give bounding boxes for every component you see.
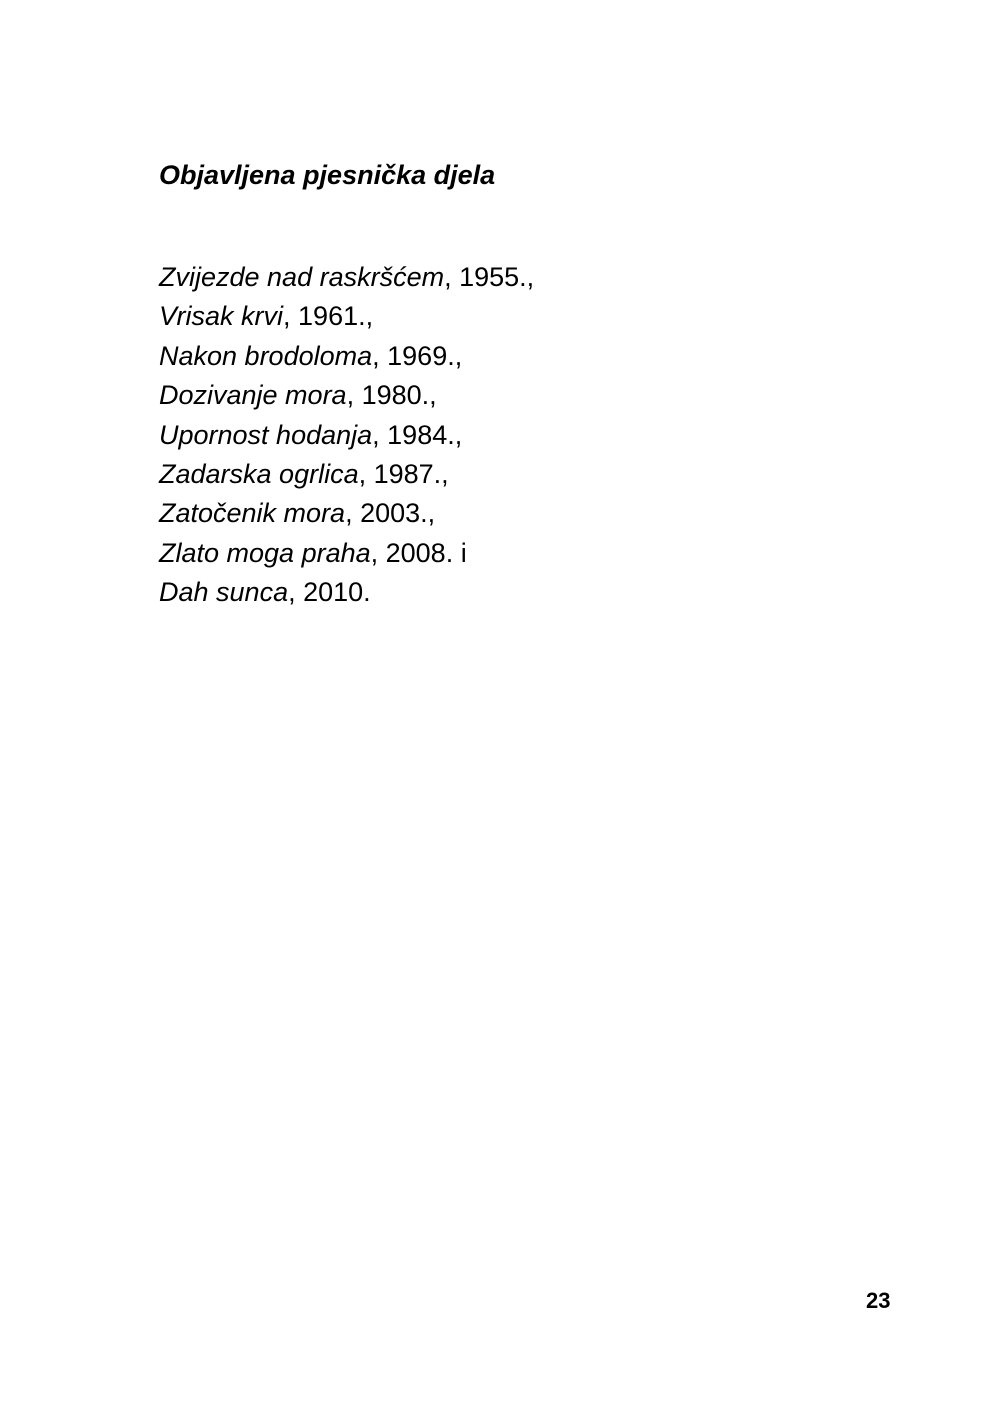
- list-item: [159, 297, 534, 336]
- work-title: Zatočenik mora: [159, 498, 346, 529]
- work-year: , 2010.: [288, 577, 371, 608]
- work-title: Dozivanje mora: [159, 380, 347, 411]
- page-number: 23: [866, 1288, 891, 1313]
- list-item: [159, 573, 534, 612]
- work-title: Nakon brodoloma: [159, 340, 373, 371]
- list-item: [159, 494, 534, 533]
- work-year: , 1955.,: [444, 262, 535, 292]
- work-title: Upornost hodanja: [159, 419, 373, 450]
- list-item: [159, 534, 534, 573]
- poetry-works-list: [159, 258, 534, 613]
- work-year: , 1987.,: [358, 459, 449, 490]
- work-title: Zvijezde nad raskršćem: [159, 262, 445, 292]
- list-item: [159, 455, 534, 494]
- work-title: Zlato moga praha: [159, 537, 371, 568]
- work-year: , 2008. i: [370, 537, 467, 568]
- work-year: , 1980.,: [346, 380, 437, 411]
- list-item: [159, 258, 534, 297]
- list-item: [159, 337, 534, 376]
- work-title: Dah sunca: [159, 577, 289, 608]
- list-item: [159, 416, 534, 455]
- work-year: , 1984.,: [372, 419, 463, 450]
- list-item: [159, 376, 534, 415]
- work-year: , 1961.,: [283, 301, 374, 332]
- section-heading: Objavljena pjesnička djela: [159, 160, 496, 190]
- work-title: Zadarska ogrlica: [159, 459, 359, 490]
- work-title: Vrisak krvi: [159, 301, 284, 332]
- work-year: , 2003.,: [345, 498, 436, 529]
- work-year: , 1969.,: [372, 340, 463, 371]
